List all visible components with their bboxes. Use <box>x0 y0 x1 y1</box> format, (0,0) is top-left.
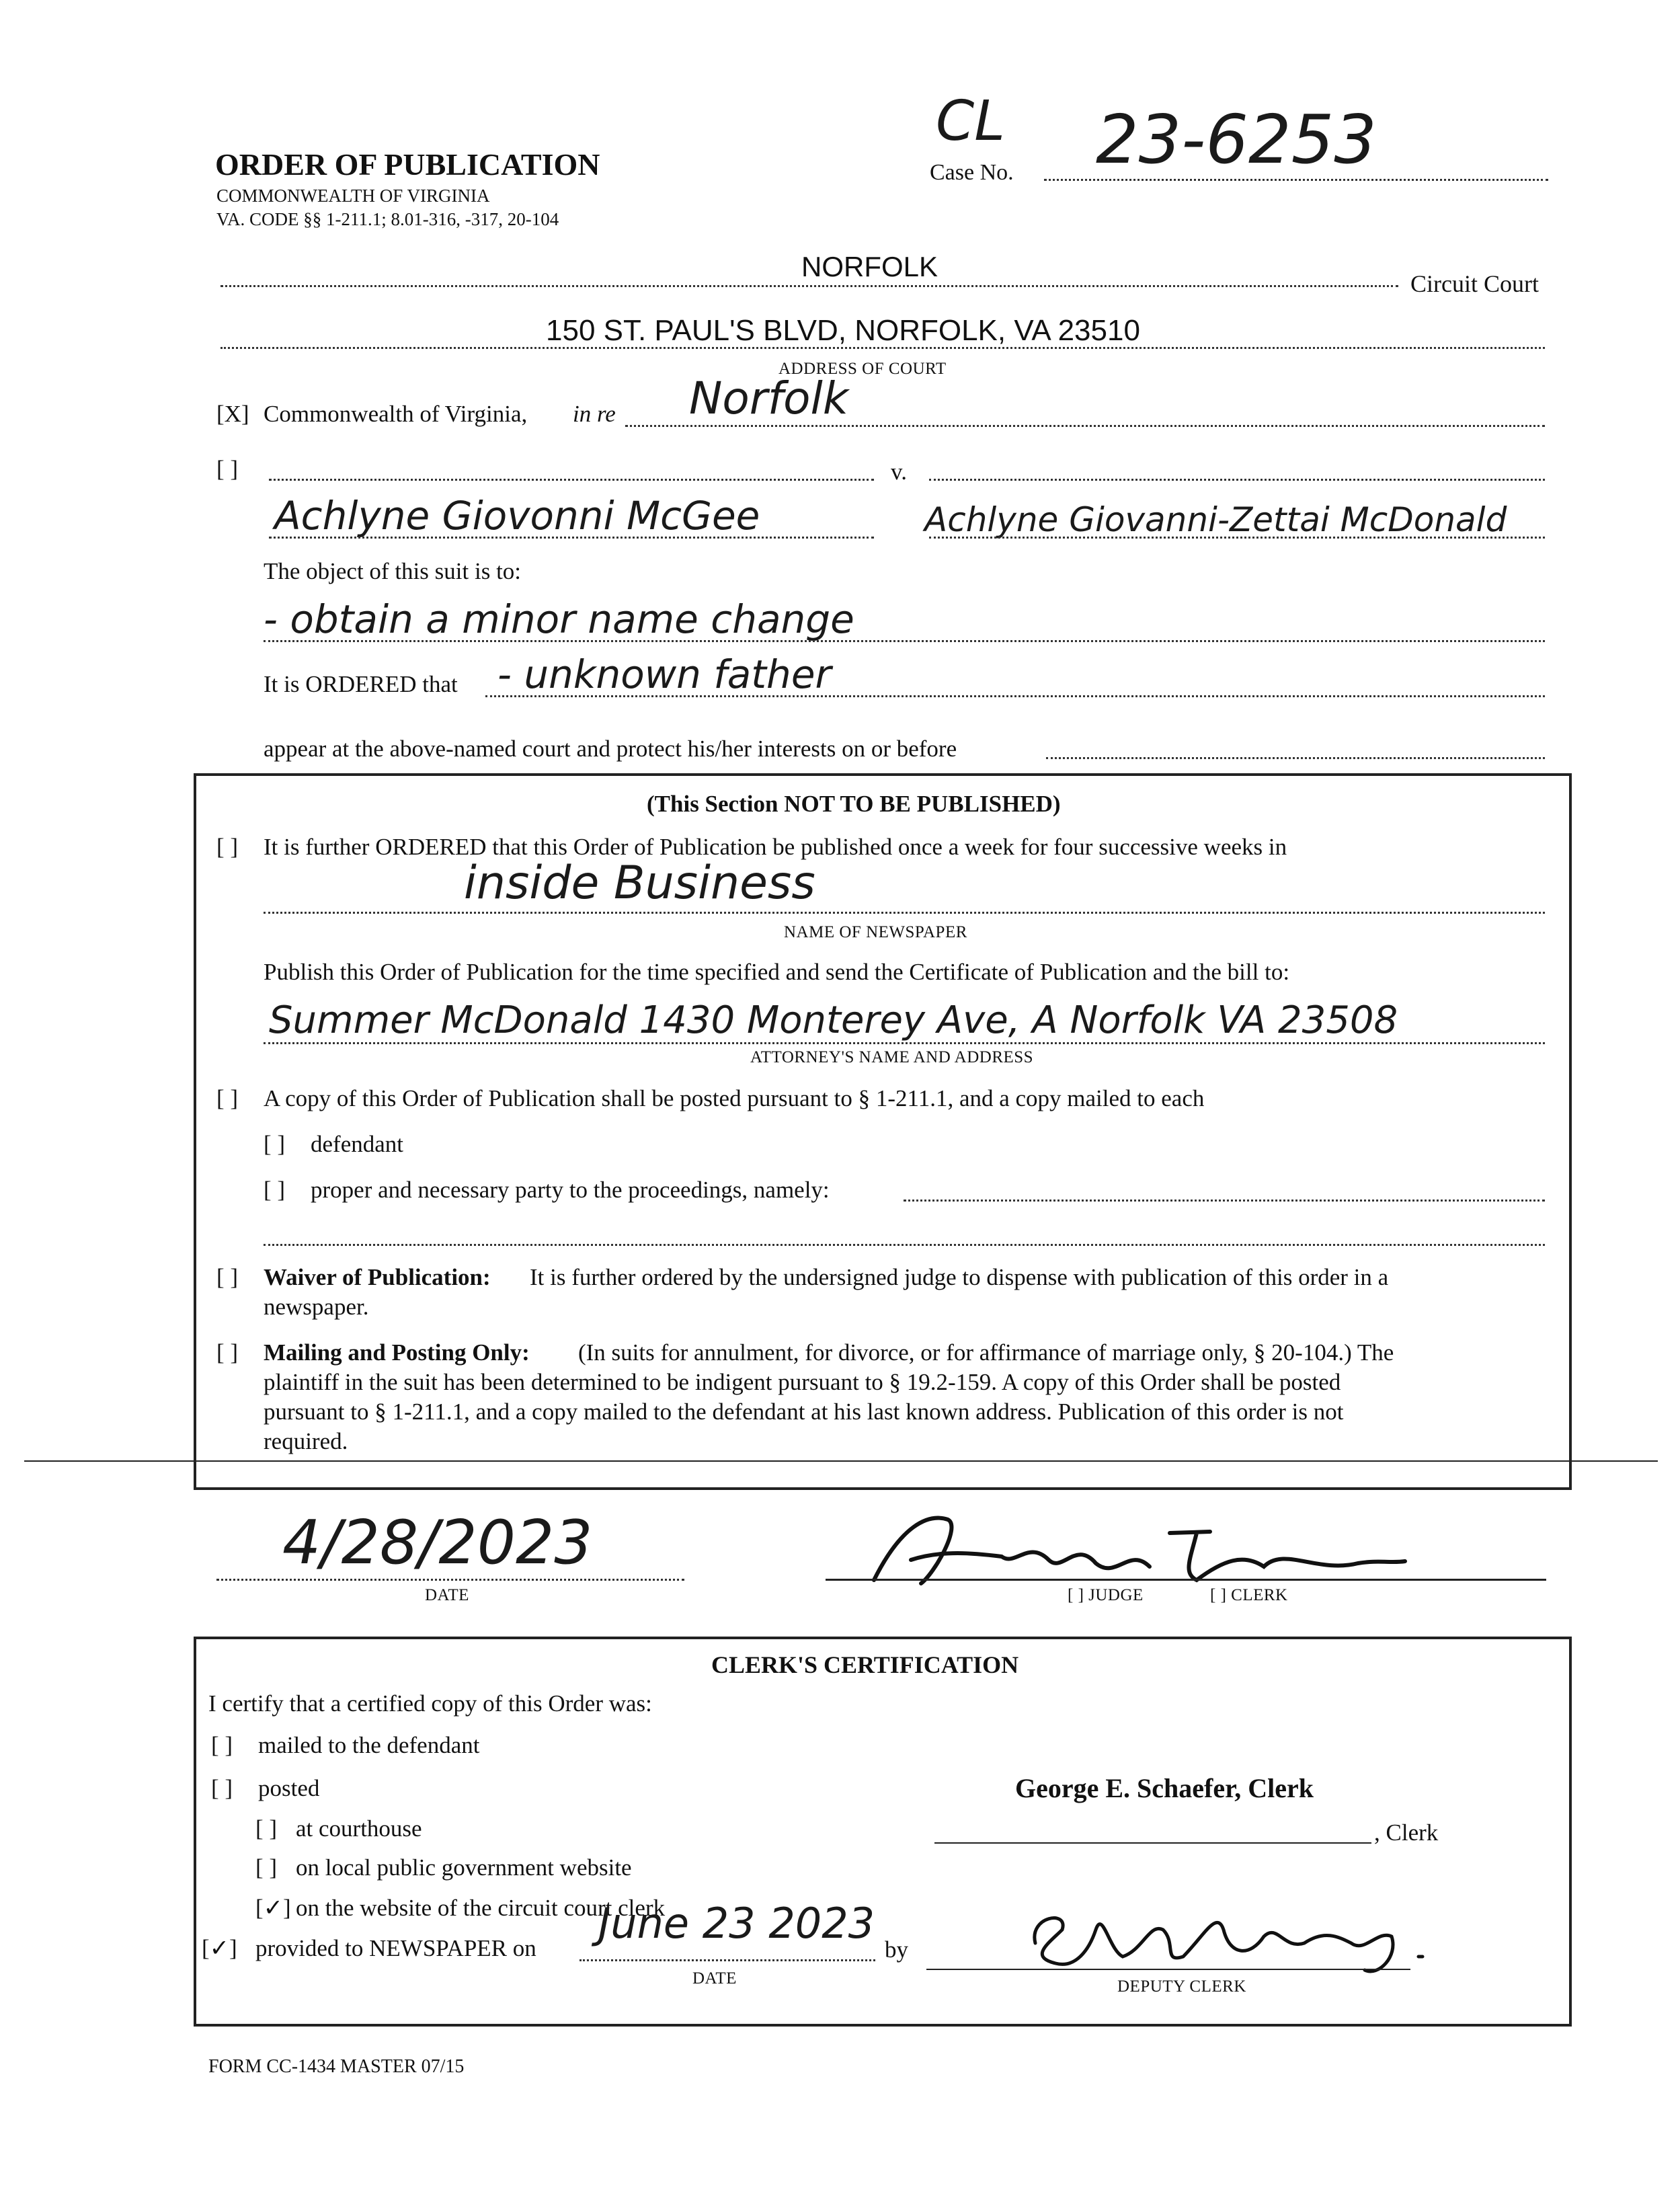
mailing-text-4: required. <box>264 1428 348 1454</box>
mailing-heading: Mailing and Posting Only: <box>264 1339 530 1366</box>
newspaper-line <box>264 912 1545 914</box>
judge-checkbox-label[interactable]: [ ] JUDGE <box>1068 1586 1144 1604</box>
form-subtitle-state: COMMONWEALTH OF VIRGINIA <box>216 186 490 206</box>
local-website-checkbox[interactable]: [ ] <box>255 1854 278 1881</box>
deputy-clerk-line <box>926 1969 1410 1970</box>
commonwealth-label: Commonwealth of Virginia, <box>264 401 528 427</box>
waiver-heading: Waiver of Publication: <box>264 1264 491 1290</box>
clerk-suffix: , Clerk <box>1374 1819 1439 1846</box>
attorney-line <box>264 1042 1545 1044</box>
case-number-handwritten: 23-6253 <box>1096 100 1377 179</box>
waiver-text: It is further ordered by the undersigned judge to dispense with publication of this order in a <box>530 1264 1389 1290</box>
order-date-label: DATE <box>425 1586 469 1604</box>
mailing-text-3: pursuant to § 1-211.1, and a copy mailed to the defendant at his last known address. Publication of this order is not <box>264 1399 1344 1425</box>
appear-text: appear at the above-named court and protect his/her interests on or before <box>264 736 957 762</box>
in-re-handwritten: Norfolk <box>689 372 849 424</box>
section-rule <box>24 1460 1658 1462</box>
mailing-text-1: (In suits for annulment, for divorce, or for affirmance of marriage only, § 20-104.) The <box>578 1339 1394 1366</box>
object-label: The object of this suit is to: <box>264 558 522 584</box>
by-label: by <box>885 1936 908 1963</box>
provided-date-label: DATE <box>692 1969 737 1988</box>
court-address-line <box>221 347 1545 349</box>
form-title: ORDER OF PUBLICATION <box>215 147 600 182</box>
waiver-checkbox[interactable]: [ ] <box>216 1264 239 1290</box>
judge-signature <box>847 1499 1412 1600</box>
form-id: FORM CC-1434 MASTER 07/15 <box>208 2056 465 2077</box>
waiver-text-2: newspaper. <box>264 1294 369 1320</box>
newspaper-label: NAME OF NEWSPAPER <box>784 923 967 941</box>
proper-party-line <box>904 1200 1545 1202</box>
proper-party-checkbox[interactable]: [ ] <box>264 1177 286 1203</box>
mailing-checkbox[interactable]: [ ] <box>216 1339 239 1366</box>
publish-instructions: Publish this Order of Publication for the time specified and send the Certificate of Publication and the bill to: <box>264 959 1290 985</box>
ordered-label: It is ORDERED that <box>264 671 458 697</box>
ordered-handwritten: - unknown father <box>497 652 832 697</box>
defendant-label: defendant <box>311 1131 403 1157</box>
clerk-name: George E. Schaefer, Clerk <box>1015 1773 1314 1803</box>
further-ordered-text: It is further ORDERED that this Order of Publication be published once a week for four successive weeks in <box>264 834 1287 860</box>
court-address: 150 ST. PAUL'S BLVD, NORFOLK, VA 23510 <box>546 314 1140 347</box>
newspaper-handwritten: inside Business <box>464 857 815 910</box>
order-date-line <box>216 1579 684 1581</box>
object-line <box>264 640 1545 642</box>
versus-label: v. <box>891 459 907 485</box>
mailed-label: mailed to the defendant <box>258 1732 480 1758</box>
form-subtitle-code: VA. CODE §§ 1-211.1; 8.01-316, -317, 20-104 <box>216 209 559 229</box>
in-re-line <box>625 425 1545 427</box>
court-name-line <box>221 285 1398 287</box>
case-number-line <box>1044 179 1548 181</box>
posted-copy-checkbox[interactable]: [ ] <box>216 1085 239 1111</box>
clerk-cert-heading: CLERK'S CERTIFICATION <box>711 1651 1019 1678</box>
provided-date-line <box>579 1959 875 1961</box>
judge-signature-line <box>826 1579 1546 1581</box>
circuit-court-label: Circuit Court <box>1410 270 1539 297</box>
attorney-handwritten: Summer McDonald 1430 Monterey Ave, A Norfolk VA 23508 <box>269 998 1398 1042</box>
clerk-cert-intro: I certify that a certified copy of this Order was: <box>208 1690 652 1717</box>
defendant-name-handwritten: Achlyne Giovanni-Zettai McDonald <box>924 500 1507 539</box>
defendant-checkbox[interactable]: [ ] <box>264 1131 286 1157</box>
not-published-heading: (This Section NOT TO BE PUBLISHED) <box>647 791 1061 817</box>
clerk-website-label: on the website of the circuit court clerk <box>296 1895 666 1921</box>
plaintiff-line-top <box>269 479 874 481</box>
clerk-name-line <box>934 1842 1371 1844</box>
case-number-label: Case No. <box>930 160 1014 185</box>
plaintiff-name-handwritten: Achlyne Giovonni McGee <box>274 493 760 539</box>
further-ordered-checkbox[interactable]: [ ] <box>216 834 239 860</box>
object-handwritten: - obtain a minor name change <box>264 596 854 642</box>
provided-date-handwritten: June 23 2023 <box>598 1899 875 1948</box>
courthouse-checkbox[interactable]: [ ] <box>255 1815 278 1842</box>
case-prefix-handwritten: CL <box>936 89 1005 153</box>
posted-checkbox[interactable]: [ ] <box>211 1775 233 1801</box>
newspaper-provided-label: provided to NEWSPAPER on <box>255 1935 536 1961</box>
local-website-label: on local public government website <box>296 1854 632 1881</box>
attorney-label: ATTORNEY'S NAME AND ADDRESS <box>750 1048 1034 1066</box>
in-re-label: in re <box>573 401 616 427</box>
defendant-name-line <box>929 537 1545 539</box>
clerk-website-checkbox[interactable]: [✓] <box>255 1895 291 1921</box>
court-name: NORFOLK <box>801 251 938 282</box>
posted-copy-text: A copy of this Order of Publication shall be posted pursuant to § 1-211.1, and a copy mailed to each <box>264 1085 1205 1111</box>
deputy-clerk-label: DEPUTY CLERK <box>1117 1977 1246 1996</box>
newspaper-provided-checkbox[interactable]: [✓] <box>202 1935 237 1961</box>
posted-label: posted <box>258 1775 320 1801</box>
mailing-text-2: plaintiff in the suit has been determined to be indigent pursuant to § 19.2-159. A copy of this Order shall be posted <box>264 1369 1341 1395</box>
appear-date-line <box>1046 757 1545 759</box>
courthouse-label: at courthouse <box>296 1815 422 1842</box>
defendant-line-top <box>929 479 1545 481</box>
versus-checkbox[interactable]: [ ] <box>216 456 239 482</box>
mailed-checkbox[interactable]: [ ] <box>211 1732 233 1758</box>
plaintiff-name-line <box>269 537 874 539</box>
clerk-checkbox-label[interactable]: [ ] CLERK <box>1210 1586 1288 1604</box>
commonwealth-checkbox[interactable]: [X] <box>216 401 249 427</box>
court-address-label: ADDRESS OF COURT <box>778 360 947 378</box>
proper-party-line-2 <box>264 1244 1545 1246</box>
order-date-handwritten: 4/28/2023 <box>282 1507 593 1578</box>
proper-party-label: proper and necessary party to the proceedings, namely: <box>311 1177 830 1203</box>
